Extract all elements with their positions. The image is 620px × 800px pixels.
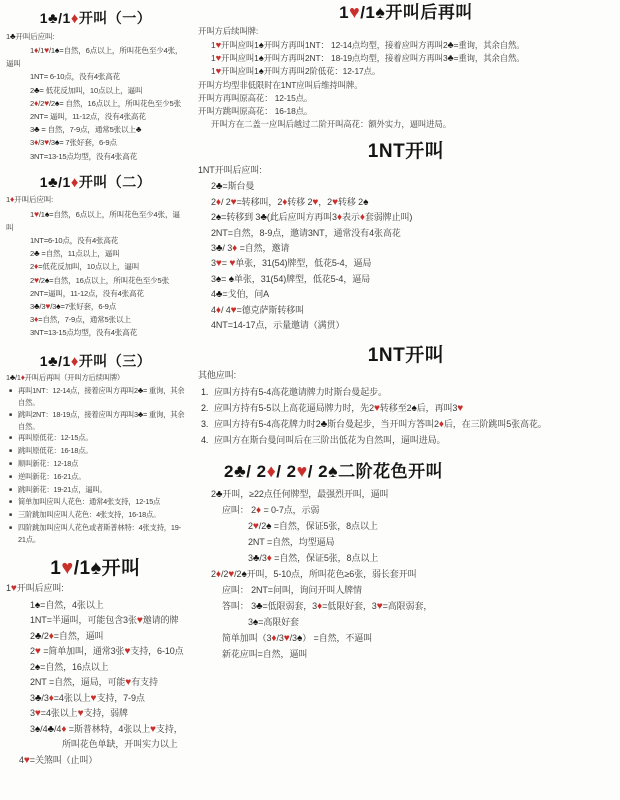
suit-symbol-red: ♦ <box>266 552 272 564</box>
suit-symbol-red: ♥ <box>252 520 259 532</box>
section-1c1d-open-3 <box>6 352 185 546</box>
suit-symbol-red: ♥ <box>136 615 143 627</box>
suit-symbol-black: ♣ <box>447 39 454 51</box>
line-text: 2NT=自然，8-9点，邀请3NT，通常没有4张高花 <box>211 227 401 238</box>
section-rows <box>6 385 185 545</box>
section-title: 2♣/ 2♦/ 2♥/ 2♠二阶花色开叫 <box>224 461 444 482</box>
text-line <box>6 274 185 287</box>
text-line <box>198 195 614 210</box>
line-text: 简单加叫应叫人花色：通常4张支持，12-15点 <box>18 497 161 507</box>
line-text: 1♦/1♥/1♠=自然，6点以上，所叫花色至少4张，逼叫 <box>6 44 183 69</box>
suit-symbol-red: ♥ <box>44 137 49 148</box>
text-line <box>6 691 185 707</box>
section-title: 1♣/1♦开叫（二） <box>39 173 152 191</box>
line-text: 2♣= 低花反加叫，10点以上，逼叫 <box>30 84 143 95</box>
suit-symbol-red: ♥ <box>215 52 222 64</box>
section-1c1d-open-1 <box>6 12 185 163</box>
text-line <box>6 110 185 123</box>
text-line <box>6 509 185 522</box>
section-title: 1♥/1♠开叫 <box>50 556 141 579</box>
text-line <box>6 136 185 149</box>
suit-symbol-red: ♦ <box>34 97 39 108</box>
text-line <box>198 210 614 225</box>
line-text: 所叫花色单缺，开叫实力以上 <box>62 739 178 750</box>
section-intro: 开叫方后续叫牌: <box>198 25 259 36</box>
suit-symbol-red: ♥ <box>283 632 290 644</box>
suit-symbol-red: ♥ <box>215 39 222 51</box>
suit-symbol-black: ♣ <box>47 174 59 191</box>
text-line <box>198 105 614 118</box>
text-line <box>6 471 185 484</box>
text-line <box>6 208 185 234</box>
suit-symbol-black: ♠ <box>54 137 60 148</box>
section-intro: 其他应叫: <box>198 370 237 381</box>
suit-symbol-black: ♠ <box>90 556 102 579</box>
text-line <box>6 385 185 409</box>
line-text: 再叫1NT：12-14点，接着应叫方再叫2♣= 重询，其余自然。 <box>18 386 185 407</box>
section-title: 1♥/1♠开叫后再叫 <box>339 2 473 22</box>
suit-symbol-red: ♥ <box>34 708 41 720</box>
line-text: 开叫方均型非低限时在1NT应叫后维持叫牌。 <box>198 79 363 90</box>
number-marker: 1. <box>201 387 209 398</box>
text-line <box>198 502 614 518</box>
suit-symbol-black: ♣ <box>34 692 42 704</box>
suit-symbol-red: ♥ <box>349 2 361 22</box>
line-text: 顺叫新花：12-18点 <box>18 458 79 468</box>
line-text: 3♥=4张以上♥支持，弱牌 <box>30 708 128 720</box>
line-text: 开叫方在二盖一应叫后越过二阶开叫高花：额外实力，逼叫进局。 <box>211 119 451 130</box>
text-line <box>6 287 185 300</box>
suit-symbol-red: ♦ <box>336 212 343 224</box>
suit-symbol-red: ♦ <box>48 630 54 642</box>
line-text: 3♠/4♣/4♦ =斯普林特，4张以上♥支持， <box>30 723 183 735</box>
suit-symbol-black: ♠ <box>34 723 41 735</box>
line-text: 4♥=关煞叫（止叫） <box>19 754 98 766</box>
suit-symbol-black: ♠ <box>44 208 50 219</box>
line-text: 四阶跳加叫应叫人花色或者斯普林特：4张支持，19-21点。 <box>18 522 181 544</box>
bullet-marker: ■ <box>9 486 12 493</box>
line-text: 2♣开叫，≥22点任何牌型，最强烈开叫，逼叫 <box>211 488 389 500</box>
suit-symbol-black: ♣ <box>215 289 223 301</box>
text-line <box>6 598 185 614</box>
line-text: 2♦/2♥/2♠= 自然，16点以上，所叫花色至少5张 <box>30 97 181 108</box>
suit-symbol-black: ♣ <box>215 181 223 193</box>
bullet-marker: ■ <box>9 512 12 519</box>
bullet-marker: ■ <box>9 524 12 531</box>
bullet-marker: ■ <box>9 388 12 395</box>
suit-symbol-black: ♠ <box>44 274 50 285</box>
line-text: 3♣/3♦ =自然，保证5张，8点以上 <box>248 552 379 564</box>
suit-symbol-red: ♥ <box>374 403 380 415</box>
suit-symbol-red: ♥ <box>34 208 39 219</box>
line-text: 2NT=逼叫，11-12点，没有4张高花 <box>30 288 144 298</box>
text-line <box>6 753 185 769</box>
line-text: 3♣ = 自然，7-9点，通常5张以上♣ <box>30 124 142 135</box>
suit-symbol-red: ♦ <box>34 137 39 148</box>
text-line <box>6 260 185 273</box>
line-text: 2♦=低花反加叫，10点以上，逼叫 <box>30 261 140 272</box>
text-line <box>6 722 185 738</box>
section-rows <box>198 384 614 448</box>
text-line <box>198 65 614 78</box>
text-line <box>198 614 614 630</box>
suit-symbol-red: ♦ <box>438 419 444 431</box>
suit-symbol-red: ♥ <box>376 600 383 612</box>
section-rows <box>6 208 185 340</box>
line-text: 2♦/2♥/2♠开叫，5-10点，所叫花色≥6张，弱长套开叫 <box>211 568 417 580</box>
suit-symbol-red: ♥ <box>90 692 97 704</box>
line-text: 2♦/ 2♥=转移叫，2♦转移 2♥，2♥转移 2♠ <box>211 196 369 208</box>
section-rows <box>198 486 614 662</box>
line-text: 新花应叫=自然，逼叫 <box>222 648 308 659</box>
text-line <box>198 384 614 400</box>
line-text: 4♣=戈伯，问A <box>211 289 270 301</box>
line-text: 应叫方持有5-4高花邀请牌力时斯台曼起步。 <box>214 387 387 398</box>
text-line <box>6 409 185 433</box>
suit-symbol-black: ♠ <box>411 403 417 415</box>
suit-symbol-red: ♦ <box>20 373 25 383</box>
section-rows <box>6 598 185 769</box>
line-text: 应叫方在斯台曼问叫后在三阶出低花为自然叫，逼叫进局。 <box>214 435 446 446</box>
suit-symbol-red: ♥ <box>150 723 156 735</box>
suit-symbol-black: ♠ <box>241 568 247 580</box>
text-line <box>6 70 185 83</box>
section-rows <box>198 39 614 131</box>
text-line <box>6 234 185 247</box>
text-line <box>198 287 614 302</box>
line-text: 应叫： 2NT=问叫，询问开叫人牌情 <box>222 584 362 595</box>
suit-symbol-black: ♣ <box>34 124 40 135</box>
suit-symbol-red: ♥ <box>124 646 131 658</box>
bullet-marker: ■ <box>9 435 12 442</box>
line-text: 跳叫新花：19-21点，逼叫。 <box>18 484 107 494</box>
bullet-marker: ■ <box>9 473 12 480</box>
suit-symbol-red: ♥ <box>332 196 338 208</box>
suit-symbol-black: ♠ <box>215 273 222 285</box>
suit-symbol-red: ♦ <box>359 212 365 224</box>
text-line <box>198 272 614 287</box>
suit-symbol-black: ♣ <box>47 11 59 27</box>
text-line <box>6 84 185 97</box>
right-column <box>190 4 616 768</box>
suit-symbol-black: ♣ <box>10 30 16 41</box>
line-text: 答叫： 3♣=低限弱套，3♦=低限好套，3♥=高限弱套， <box>222 600 433 612</box>
line-text: 2NT =自然，均型逼局 <box>248 536 335 547</box>
suit-symbol-red: ♥ <box>229 258 236 270</box>
line-text: 再叫原低花：12-15点。 <box>18 433 93 443</box>
line-text: 1♥开叫应叫1♠开叫方再叫1NT： 12-14点均型，接着应叫方再叫2♣=重询，其余自然。 <box>211 39 525 51</box>
text-line <box>6 737 185 753</box>
suit-symbol-red: ♥ <box>23 754 30 766</box>
suit-symbol-black: ♣ <box>137 409 144 419</box>
line-text: 3♠=高限好套 <box>248 616 299 628</box>
suit-symbol-black: ♠ <box>54 44 60 55</box>
section-intro: 1♥开叫后应叫: <box>6 583 64 595</box>
suit-symbol-black: ♣ <box>34 630 42 642</box>
suit-symbol-black: ♣ <box>34 84 40 95</box>
text-line <box>6 247 185 260</box>
text-line <box>6 445 185 458</box>
suit-symbol-black: ♠ <box>252 616 259 628</box>
suit-symbol-red: ♥ <box>44 44 49 55</box>
line-text: 3NT=13-15点均型，没有4张高花 <box>30 151 137 161</box>
text-line <box>198 534 614 550</box>
text-line <box>198 39 614 52</box>
section-intro: 1♦开叫后应叫: <box>6 194 54 205</box>
text-line <box>6 44 185 70</box>
bullet-marker: ■ <box>9 460 12 467</box>
text-line <box>6 300 185 313</box>
section-title: 1NT开叫 <box>367 141 445 163</box>
text-line <box>198 400 614 416</box>
suit-symbol-black: ♠ <box>296 632 303 644</box>
text-line <box>198 630 614 646</box>
text-line <box>6 432 185 445</box>
suit-symbol-black: ♠ <box>266 520 272 532</box>
section-intro: 1NT开叫后应叫: <box>198 164 262 175</box>
text-line <box>198 432 614 448</box>
suit-symbol-black: ♠ <box>258 52 264 64</box>
section-intro: 1♣开叫后应叫: <box>6 30 55 41</box>
section-title: 1♣/1♦开叫（一） <box>39 10 152 27</box>
line-text: 应叫方持有5-5以上高花逼局牌力时，先2♥转移至2♠后，再叫3♥ <box>214 403 464 415</box>
suit-symbol-red: ♥ <box>45 301 51 312</box>
suit-symbol-black: ♣ <box>215 488 223 500</box>
suit-symbol-red: ♦ <box>215 304 221 316</box>
text-line <box>198 256 614 271</box>
line-text: 4♦/ 4♥=德克萨斯转移叫 <box>211 304 305 316</box>
text-line <box>198 303 614 318</box>
text-line <box>6 97 185 110</box>
suit-symbol-red: ♦ <box>70 353 79 370</box>
suit-symbol-red: ♥ <box>77 708 84 720</box>
suit-symbol-red: ♥ <box>61 556 74 579</box>
line-text: 1♥开叫应叫1♠开叫方再叫2NT： 18-19点均型，接着应叫方再叫3♣=重询，其余自然。 <box>211 52 525 64</box>
suit-symbol-black: ♣ <box>47 723 54 735</box>
section-rows <box>198 179 614 333</box>
suit-symbol-red: ♦ <box>10 194 15 205</box>
suit-symbol-black: ♠ <box>328 461 339 482</box>
text-line <box>6 706 185 722</box>
text-line <box>198 550 614 566</box>
suit-symbol-red: ♥ <box>230 304 237 316</box>
suit-symbol-black: ♣ <box>9 373 16 383</box>
suit-symbol-red: ♦ <box>70 174 79 191</box>
suit-symbol-black: ♠ <box>34 661 41 673</box>
line-text: 3♥= ♥单张，31(54)牌型，低花5-4，逼局 <box>211 258 372 270</box>
line-text: 2♣=斯台曼 <box>211 181 255 193</box>
line-text: 2NT= 逼叫，11-12点，没有4张高花 <box>30 111 146 121</box>
section-1nt-open <box>198 141 614 333</box>
suit-symbol-red: ♥ <box>230 196 237 208</box>
suit-symbol-red: ♦ <box>232 242 238 254</box>
text-line <box>6 522 185 546</box>
line-text: 开叫方跳叫原高花： 16-18点。 <box>198 106 313 117</box>
line-text: 3NT=13-15点均型，没有4张高花 <box>30 328 137 338</box>
text-line <box>6 458 185 471</box>
suit-symbol-black: ♣ <box>135 124 142 135</box>
text-line <box>6 660 185 676</box>
suit-symbol-black: ♣ <box>47 353 59 370</box>
text-line <box>198 318 614 333</box>
section-title: 1♣/1♦开叫（三） <box>39 352 152 370</box>
suit-symbol-black: ♣ <box>260 212 267 224</box>
line-text: 应叫： 2♦ = 0-7点，示弱 <box>222 504 320 516</box>
suit-symbol-red: ♦ <box>215 568 221 580</box>
text-line <box>6 613 185 629</box>
left-column <box>6 4 190 768</box>
suit-symbol-red: ♥ <box>34 274 39 285</box>
section-1h1s-rebid <box>198 4 614 131</box>
suit-symbol-red: ♦ <box>34 44 39 55</box>
suit-symbol-red: ♥ <box>228 568 235 580</box>
line-text: 1♥开叫应叫1♠开叫方再叫2阶低花：12-17点。 <box>211 65 381 77</box>
number-marker: 2. <box>201 403 209 414</box>
suit-symbol-red: ♦ <box>34 314 39 325</box>
suit-symbol-red: ♥ <box>125 677 132 689</box>
line-text: 2♣/2♦=自然，逼叫 <box>30 630 104 642</box>
text-line <box>198 566 614 582</box>
text-line <box>6 496 185 509</box>
line-text: 4NT=14-17点，示量邀请（满贯） <box>211 319 345 330</box>
text-line <box>198 92 614 105</box>
suit-symbol-red: ♥ <box>312 196 319 208</box>
line-text: 2♣ =自然，11点以上，逼叫 <box>30 248 120 259</box>
line-text: 跳叫原低花：16-18点。 <box>18 446 93 456</box>
text-line <box>198 79 614 92</box>
section-rows <box>6 44 185 163</box>
suit-symbol-red: ♥ <box>34 646 41 658</box>
text-line <box>198 118 614 131</box>
suit-symbol-red: ♦ <box>282 196 288 208</box>
text-line <box>6 484 185 497</box>
text-line <box>198 416 614 432</box>
suit-symbol-black: ♠ <box>54 97 60 108</box>
suit-symbol-black: ♣ <box>233 461 247 482</box>
text-line <box>6 313 185 326</box>
line-text: 三阶跳加叫应叫人花色：4张支持，16-18点。 <box>18 510 161 520</box>
suit-symbol-red: ♦ <box>70 11 79 27</box>
suit-symbol-black: ♣ <box>34 248 40 259</box>
suit-symbol-black: ♣ <box>256 600 263 612</box>
section-1h1s-open <box>6 556 185 769</box>
suit-symbol-black: ♣ <box>34 301 40 312</box>
suit-symbol-red: ♦ <box>317 600 323 612</box>
line-text: 1NT=6-10点，没有4张高花 <box>30 236 119 246</box>
suit-symbol-black: ♠ <box>215 212 222 224</box>
suit-symbol-black: ♣ <box>137 386 144 396</box>
line-text: 3♦/3♥/3♠= 7张好套，6-9点 <box>30 137 117 148</box>
line-text: 3♦=自然，7-9点，通常5张以上 <box>30 314 131 325</box>
text-line <box>198 582 614 598</box>
line-text: 逆叫新花：16-21点。 <box>18 471 86 481</box>
section-1nt-open-other <box>198 345 614 448</box>
number-marker: 3. <box>201 419 209 430</box>
bullet-marker: ■ <box>9 448 12 455</box>
line-text: 3♣/3♥/3♠=7张好套，6-9点 <box>30 301 117 312</box>
text-line <box>6 326 185 339</box>
suit-symbol-black: ♠ <box>34 599 41 611</box>
text-line <box>198 179 614 194</box>
line-text: 跳叫2NT：18-19点，接着应叫方再叫3♣= 重询，其余自然。 <box>18 409 185 431</box>
line-text: 1♠=自然，4张以上 <box>30 599 104 611</box>
suit-symbol-black: ♠ <box>363 196 369 208</box>
suit-symbol-red: ♥ <box>44 97 49 108</box>
line-text: 应叫方持有5-4高花牌力时2♣斯台曼起步，当开叫方答叫2♦后，在三阶跳叫5张高花。 <box>214 419 547 431</box>
suit-symbol-red: ♦ <box>61 723 67 735</box>
suit-symbol-black: ♣ <box>252 552 260 564</box>
line-text: 2NT =自然，逼局，可能♥有支持 <box>30 677 158 689</box>
suit-symbol-red: ♦ <box>215 196 221 208</box>
suit-symbol-red: ♦ <box>271 632 277 644</box>
suit-symbol-black: ♣ <box>447 52 454 64</box>
line-text: 2♥/2♠ =自然，保证5张，8点以上 <box>248 520 378 532</box>
line-text: 3♣/ 3♦ =自然，邀请 <box>211 242 290 254</box>
suit-symbol-black: ♠ <box>56 301 61 312</box>
text-line <box>198 241 614 256</box>
suit-symbol-red: ♦ <box>256 504 262 516</box>
text-line <box>6 150 185 163</box>
suit-symbol-black: ♣ <box>215 242 223 254</box>
line-text: 2♠=自然，16点以上 <box>30 661 109 673</box>
text-line <box>6 123 185 136</box>
line-text: 3♠= ♠单张，31(54)牌型，低花5-4，逼局 <box>211 273 371 285</box>
section-1c1d-open-2 <box>6 173 185 340</box>
suit-symbol-red: ♦ <box>266 461 277 482</box>
text-line <box>198 646 614 662</box>
suit-symbol-red: ♥ <box>296 461 308 482</box>
section-two-level-open <box>198 461 614 661</box>
text-line <box>198 226 614 241</box>
line-text: 1♥/1♠=自然，6点以上，所叫花色至少4张，逼叫 <box>6 208 180 232</box>
suit-symbol-red: ♦ <box>34 261 39 272</box>
suit-symbol-black: ♠ <box>258 65 264 77</box>
line-text: 3♣/3♦=4张以上♥支持，7-9点 <box>30 692 145 704</box>
text-line <box>6 675 185 691</box>
text-line <box>198 518 614 534</box>
line-text: 1NT=半逼叫，可能包含3张♥邀请的牌 <box>30 615 179 627</box>
text-line <box>6 629 185 645</box>
suit-symbol-black: ♠ <box>228 273 234 285</box>
text-line <box>198 598 614 614</box>
text-line <box>198 52 614 65</box>
suit-symbol-red: ♥ <box>215 258 222 270</box>
line-text: 简单加叫（3♦/3♥/3♠） =自然，不逼叫 <box>222 632 373 644</box>
line-text: 2♥ =简单加叫，通常3张♥支持，6-10点 <box>30 646 184 658</box>
number-marker: 4. <box>201 435 209 446</box>
line-text: 开叫方再叫原高花： 12-15点。 <box>198 92 313 103</box>
suit-symbol-red: ♥ <box>10 583 17 595</box>
bullet-marker: ■ <box>9 411 12 418</box>
bullet-marker: ■ <box>9 499 12 506</box>
suit-symbol-red: ♥ <box>215 65 222 77</box>
text-line <box>6 644 185 660</box>
suit-symbol-black: ♠ <box>258 39 264 51</box>
suit-symbol-red: ♥ <box>457 403 464 415</box>
line-text: 2♥/2♠=自然，16点以上，所叫花色至少5张 <box>30 274 169 285</box>
section-title: 1NT开叫 <box>367 345 445 367</box>
line-text: 1NT= 6-10点，没有4张高花 <box>30 72 121 82</box>
line-text: 2♠=转移到 3♣(此后应叫方再叫3♦表示♦套弱牌止叫) <box>211 212 413 224</box>
suit-symbol-black: ♠ <box>375 2 386 22</box>
suit-symbol-black: ♣ <box>320 419 328 431</box>
text-line <box>198 486 614 502</box>
section-intro: 1♣/1♦开叫后再叫（开叫方后续叫牌） <box>6 373 125 383</box>
suit-symbol-red: ♦ <box>48 692 54 704</box>
